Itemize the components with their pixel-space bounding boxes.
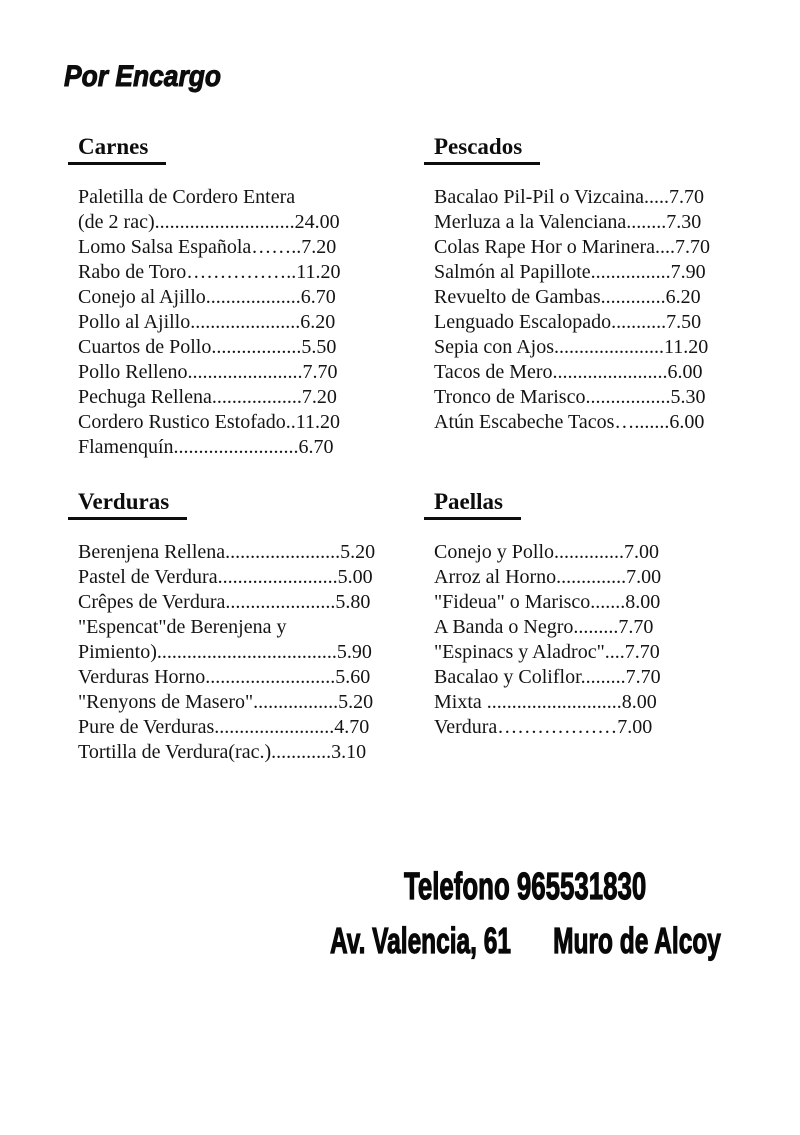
menu-item-line: Crêpes de Verdura......................5.80 <box>78 591 371 613</box>
section-verduras <box>78 489 375 765</box>
menu-item-line: Tacos de Mero.......................6.00 <box>434 361 703 383</box>
section-heading-carnes: Carnes <box>68 134 166 165</box>
menu-item-line: Lenguado Escalopado...........7.50 <box>434 311 702 333</box>
menu-item-line: Revuelto de Gambas.............6.20 <box>434 286 701 308</box>
menu-item-line: Pure de Verduras........................4.70 <box>78 716 370 738</box>
section-items-carnes <box>78 185 340 460</box>
menu-item-line: Cordero Rustico Estofado..11.20 <box>78 411 341 433</box>
menu-item-line: Conejo y Pollo..............7.00 <box>434 541 660 563</box>
address-city: Muro de Alcoy <box>553 920 721 961</box>
section-items-verduras <box>78 540 375 765</box>
menu-item-line: Verdura………………7.00 <box>434 716 653 738</box>
section-heading-verduras: Verduras <box>68 489 187 520</box>
menu-item-line: Mixta ...........................8.00 <box>434 691 657 713</box>
address-line <box>330 920 721 962</box>
address-street: Av. Valencia, 61 <box>330 920 511 961</box>
menu-item-line: Conejo al Ajillo...................6.70 <box>78 286 336 308</box>
menu-item-line: Pechuga Rellena..................7.20 <box>78 386 337 408</box>
section-pescados <box>434 134 710 435</box>
menu-item-line: A Banda o Negro.........7.70 <box>434 616 654 638</box>
menu-item-line: Cuartos de Pollo..................5.50 <box>78 336 337 358</box>
phone-line: Telefono 965531830 <box>404 866 647 908</box>
menu-item-line: Pimiento)....................................5.90 <box>78 641 372 663</box>
menu-item-line: "Espencat"de Berenjena y <box>78 616 287 638</box>
menu-item-line: Sepia con Ajos......................11.20 <box>434 336 709 358</box>
menu-item-line: Berenjena Rellena.......................5.20 <box>78 541 376 563</box>
menu-item-line: Tronco de Marisco.................5.30 <box>434 386 706 408</box>
menu-item-line: (de 2 rac)............................24.00 <box>78 211 340 233</box>
menu-item-line: Colas Rape Hor o Marinera....7.70 <box>434 236 711 258</box>
menu-item-line: Atún Escabeche Tacos….......6.00 <box>434 411 705 433</box>
menu-item-line: Lomo Salsa Española……..7.20 <box>78 236 337 258</box>
menu-item-line: Rabo de Toro……………..11.20 <box>78 261 341 283</box>
menu-item-line: Bacalao y Coliflor.........7.70 <box>434 666 661 688</box>
section-heading-paellas: Paellas <box>424 489 521 520</box>
menu-item-line: Pastel de Verdura........................5.00 <box>78 566 373 588</box>
menu-item-line: Salmón al Papillote................7.90 <box>434 261 706 283</box>
menu-item-line: Pollo al Ajillo......................6.20 <box>78 311 336 333</box>
section-heading-pescados: Pescados <box>424 134 540 165</box>
menu-item-line: Tortilla de Verdura(rac.)............3.10 <box>78 741 367 763</box>
section-items-pescados <box>434 185 710 435</box>
section-paellas <box>434 489 661 740</box>
menu-item-line: Bacalao Pil-Pil o Vizcaina.....7.70 <box>434 186 705 208</box>
menu-item-line: Verduras Horno..........................5.60 <box>78 666 371 688</box>
menu-item-line: "Fideua" o Marisco.......8.00 <box>434 591 661 613</box>
menu-item-line: "Renyons de Masero".................5.20 <box>78 691 374 713</box>
menu-item-line: Arroz al Horno..............7.00 <box>434 566 662 588</box>
menu-item-line: Pollo Relleno.......................7.70 <box>78 361 338 383</box>
menu-item-line: Paletilla de Cordero Entera <box>78 186 296 208</box>
section-items-paellas <box>434 540 661 740</box>
menu-item-line: "Espinacs y Aladroc"....7.70 <box>434 641 660 663</box>
menu-item-line: Flamenquín.........................6.70 <box>78 436 334 458</box>
section-carnes <box>78 134 340 460</box>
page-title: Por Encargo <box>64 60 221 93</box>
menu-item-line: Merluza a la Valenciana........7.30 <box>434 211 702 233</box>
